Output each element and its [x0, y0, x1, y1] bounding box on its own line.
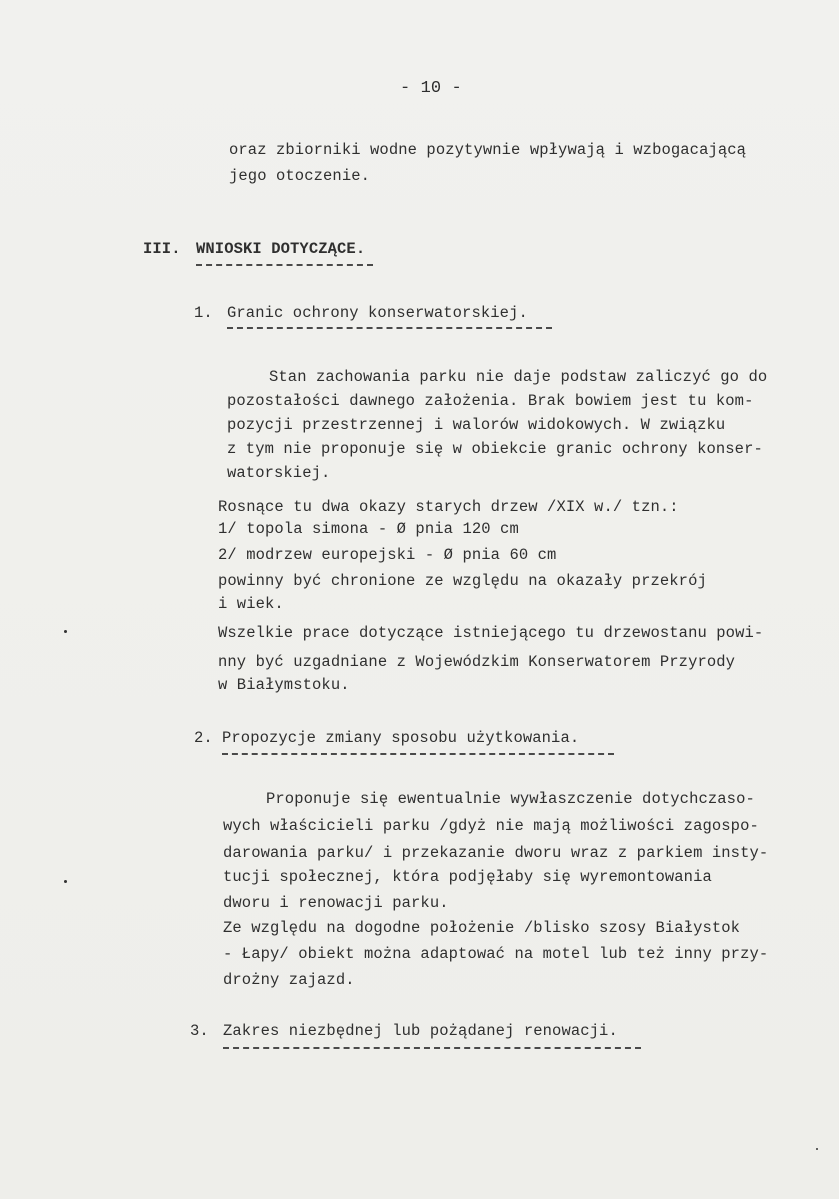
subsection-1-line-9: powinny być chronione ze względu na okazały przekrój: [218, 572, 707, 590]
paper-speck: [816, 1148, 818, 1150]
subsection-1-line-6: Rosnące tu dwa okazy starych drzew /XIX w./ tzn.:: [218, 498, 679, 516]
section-number: III.: [143, 240, 181, 258]
subsection-2-line-2: wych właścicieli parku /gdyż nie mają możliwości zagospo-: [223, 817, 759, 835]
subsection-1-number: 1.: [194, 304, 213, 322]
subsection-1-line-8: 2/ modrzew europejski - Ø pnia 60 cm: [218, 546, 557, 564]
subsection-2-line-1: Proponuje się ewentualnie wywłaszczenie dotychczaso-: [266, 790, 755, 808]
intro-line-1: oraz zbiorniki wodne pozytywnie wpływają i wzbogacającą: [229, 141, 747, 159]
subsection-1-underline: [227, 327, 552, 329]
subsection-1-line-12: nny być uzgadniane z Wojewódzkim Konserwatorem Przyrody: [218, 653, 736, 671]
subsection-1-title: Granic ochrony konserwatorskiej.: [227, 304, 528, 322]
subsection-3-underline: [223, 1047, 641, 1049]
subsection-2-line-4: tucji społecznej, która podjęłaby się wyremontowania: [223, 868, 712, 886]
subsection-1-line-13: w Białymstoku.: [218, 676, 350, 694]
subsection-2-number: 2.: [194, 729, 213, 747]
subsection-3-number: 3.: [190, 1022, 209, 1040]
subsection-2-line-7: - Łapy/ obiekt można adaptować na motel lub też inny przy-: [223, 945, 769, 963]
page-number: - 10 -: [400, 79, 462, 98]
subsection-1-line-7: 1/ topola simona - Ø pnia 120 cm: [218, 520, 519, 538]
subsection-1-line-11: Wszelkie prace dotyczące istniejącego tu drzewostanu powi-: [218, 624, 764, 642]
margin-dot-1: [64, 630, 67, 633]
subsection-1-line-10: i wiek.: [218, 595, 284, 613]
margin-dot-2: [64, 880, 67, 883]
section-title-underline: [196, 264, 373, 266]
section-title: WNIOSKI DOTYCZĄCE.: [196, 240, 366, 258]
subsection-2-underline: [222, 753, 614, 755]
subsection-1-line-2: pozostałości dawnego założenia. Brak bowiem jest tu kom-: [227, 392, 754, 410]
intro-line-2: jego otoczenie.: [229, 167, 371, 185]
subsection-1-line-4: z tym nie proponuje się w obiekcie granic ochrony konser-: [227, 440, 763, 458]
subsection-2-line-6: Ze względu na dogodne położenie /blisko szosy Białystok: [223, 919, 741, 937]
subsection-2-title: Propozycje zmiany sposobu użytkowania.: [222, 729, 580, 747]
subsection-2-line-8: drożny zajazd.: [223, 971, 355, 989]
subsection-1-line-3: pozycji przestrzennej i walorów widokowych. W związku: [227, 416, 726, 434]
subsection-1-line-1: Stan zachowania parku nie daje podstaw zaliczyć go do: [269, 368, 768, 386]
subsection-2-line-5: dworu i renowacji parku.: [223, 894, 449, 912]
subsection-2-line-3: darowania parku/ i przekazanie dworu wraz z parkiem insty-: [223, 844, 769, 862]
subsection-3-title: Zakres niezbędnej lub pożądanej renowacji.: [223, 1022, 618, 1040]
subsection-1-line-5: watorskiej.: [227, 464, 331, 482]
